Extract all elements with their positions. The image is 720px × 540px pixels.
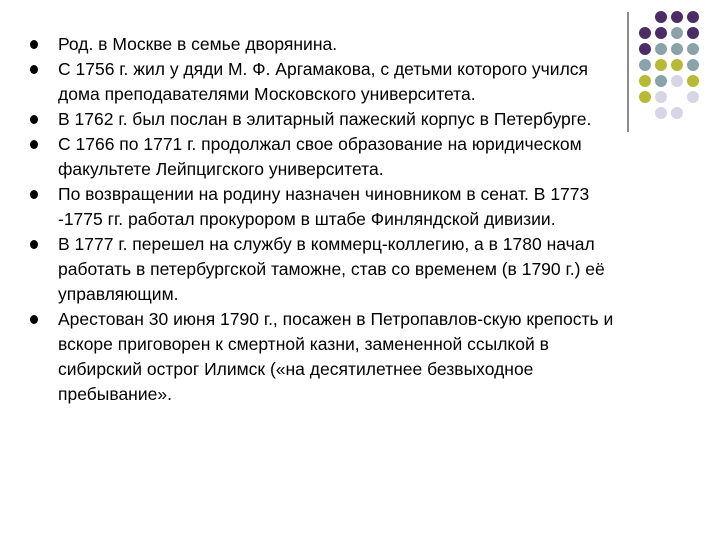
bullet-text: В 1762 г. был послан в элитарный пажеский корпус в Петербурге. bbox=[58, 109, 592, 129]
decorative-dot bbox=[671, 11, 683, 23]
decorative-dot bbox=[639, 91, 651, 103]
decorative-dot bbox=[639, 27, 651, 39]
slide-bullet-list bbox=[30, 32, 630, 407]
decorative-dot bbox=[671, 75, 683, 87]
bullet-marker bbox=[30, 65, 38, 74]
bullet-item bbox=[30, 132, 630, 182]
decorative-dot bbox=[655, 27, 667, 39]
bullet-text: С 1756 г. жил у дяди М. Ф. Аргамакова, с детьми которого учился дома преподавателями Московского университета. bbox=[58, 59, 589, 104]
decorative-dot bbox=[639, 11, 651, 23]
bullet-marker bbox=[30, 140, 38, 149]
bullet-item bbox=[30, 57, 630, 107]
decorative-dot bbox=[687, 43, 699, 55]
decorative-dot bbox=[639, 43, 651, 55]
bullet-item bbox=[30, 107, 630, 132]
decorative-dot bbox=[655, 91, 667, 103]
bullet-text: С 1766 по 1771 г. продолжал свое образование на юридическом факультете Лейпцигского университета. bbox=[58, 134, 582, 179]
bullet-text: Арестован 30 июня 1790 г., посажен в Петропавлов-скую крепость и вскоре приговорен к смертной казни, замененной ссылкой в сибирский острог Илимск («на десятилетнее безвыходное пребывание». bbox=[58, 309, 614, 404]
bullet-marker bbox=[30, 240, 38, 249]
bullet-marker bbox=[30, 115, 38, 124]
decorative-dot bbox=[687, 75, 699, 87]
decorative-dot bbox=[639, 59, 651, 71]
bullet-marker bbox=[30, 190, 38, 199]
decorative-dot bbox=[655, 59, 667, 71]
decorative-dot bbox=[687, 59, 699, 71]
decorative-dot bbox=[671, 107, 683, 119]
bullet-text: Род. в Москве в семье дворянина. bbox=[58, 34, 338, 54]
decorative-dot bbox=[671, 59, 683, 71]
decorative-dot bbox=[671, 27, 683, 39]
bullet-item bbox=[30, 182, 630, 232]
bullet-item bbox=[30, 32, 630, 57]
decorative-dot bbox=[671, 43, 683, 55]
decorative-dot bbox=[655, 43, 667, 55]
decorative-dot bbox=[639, 75, 651, 87]
bullet-item bbox=[30, 232, 630, 307]
decorative-dot bbox=[655, 11, 667, 23]
decorative-dot-grid bbox=[639, 11, 700, 120]
bullet-text: По возвращении на родину назначен чиновником в сенат. В 1773 -1775 гг. работал прокурором в штабе Финляндской дивизии. bbox=[58, 184, 590, 229]
decorative-dot bbox=[687, 27, 699, 39]
decorative-dot bbox=[687, 11, 699, 23]
decorative-dot bbox=[655, 107, 667, 119]
bullet-text: В 1777 г. перешел на службу в коммерц-коллегию, а в 1780 начал работать в петербургской таможне, став со временем (в 1790 г.) её управляющим. bbox=[58, 234, 605, 304]
decorative-dot bbox=[655, 75, 667, 87]
bullet-marker bbox=[30, 315, 38, 324]
decorative-dot bbox=[687, 107, 699, 119]
bullet-item bbox=[30, 307, 630, 407]
decorative-dot bbox=[687, 91, 699, 103]
decorative-dot bbox=[639, 107, 651, 119]
decorative-dot bbox=[671, 91, 683, 103]
bullet-marker bbox=[30, 40, 38, 49]
